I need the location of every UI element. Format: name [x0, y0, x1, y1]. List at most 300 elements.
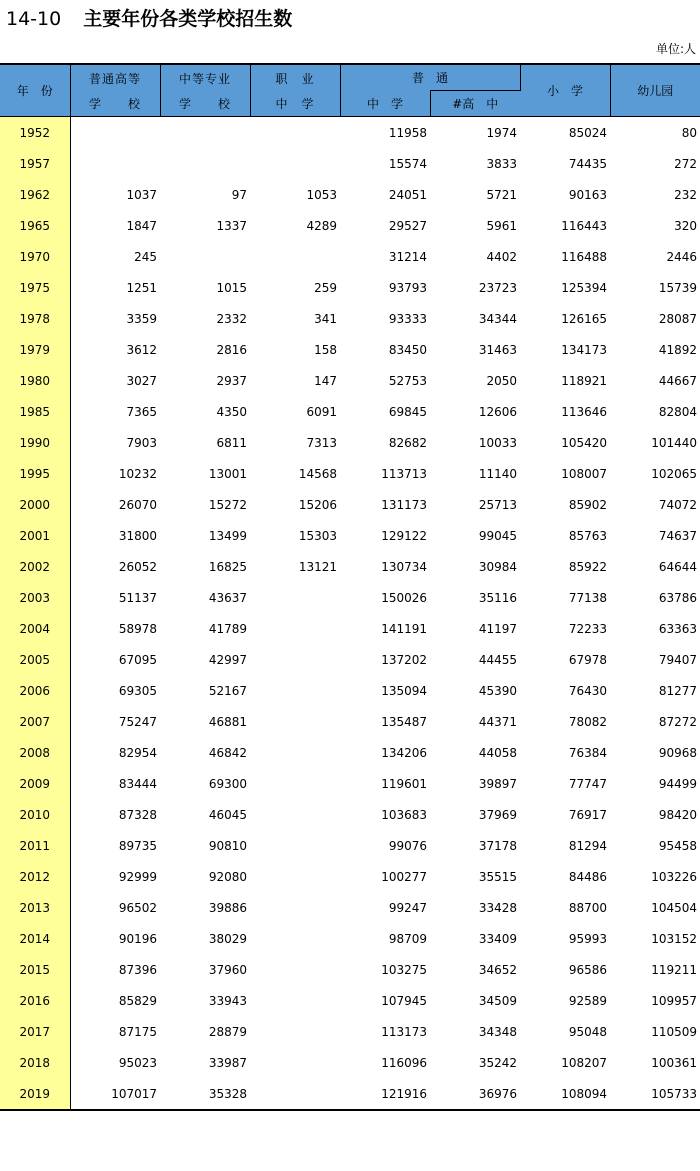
cell-secondary-specialized: 33987	[208, 1055, 247, 1070]
cell-vocational	[250, 1016, 340, 1047]
header-year: 年 份	[0, 64, 70, 117]
cell-senior-high: 34344	[478, 311, 518, 326]
table-number: 14-10	[6, 8, 62, 30]
cell-primary: 76384	[568, 745, 608, 760]
cell-kindergarten: 64644	[658, 559, 698, 574]
cell-secondary-specialized	[160, 241, 250, 272]
cell-higher-education: 87328	[118, 807, 157, 822]
cell-vocational: 7313	[306, 435, 337, 450]
cell-secondary-specialized: 37960	[208, 962, 247, 977]
cell-higher-education: 75247	[118, 714, 157, 729]
cell-kindergarten: 63786	[658, 590, 698, 605]
cell-regular-secondary: 69845	[388, 404, 427, 419]
cell-senior-high: 33409	[478, 931, 518, 946]
cell-year: 1965	[0, 210, 70, 241]
unit-label: 单位:人	[655, 42, 696, 56]
table-row	[0, 427, 700, 458]
cell-regular-secondary: 134206	[381, 745, 427, 760]
table-row	[0, 892, 700, 923]
cell-kindergarten: 87272	[658, 714, 698, 729]
cell-higher-education: 1037	[126, 187, 157, 202]
cell-senior-high: 25713	[478, 497, 518, 512]
cell-higher-education: 58978	[118, 621, 157, 636]
cell-regular-secondary: 107945	[381, 993, 427, 1008]
table-row	[0, 489, 700, 520]
header-regular-secondary-bottom: 中 学	[340, 91, 430, 117]
cell-vocational	[250, 241, 340, 272]
cell-secondary-specialized: 33943	[208, 993, 247, 1008]
cell-kindergarten: 103226	[651, 869, 698, 884]
cell-regular-secondary: 99076	[388, 838, 427, 853]
cell-senior-high: 44058	[478, 745, 518, 760]
cell-secondary-specialized: 38029	[208, 931, 247, 946]
cell-vocational	[250, 644, 340, 675]
cell-senior-high: 12606	[478, 404, 518, 419]
cell-year: 2003	[0, 582, 70, 613]
cell-secondary-specialized: 2816	[216, 342, 247, 357]
cell-secondary-specialized: 41789	[208, 621, 247, 636]
cell-primary: 95993	[568, 931, 608, 946]
table-row	[0, 954, 700, 985]
cell-higher-education: 1251	[126, 280, 157, 295]
cell-kindergarten: 63363	[658, 621, 698, 636]
cell-senior-high: 1974	[486, 125, 518, 140]
cell-kindergarten: 98420	[658, 807, 698, 822]
cell-year: 2015	[0, 954, 70, 985]
table-row	[0, 179, 700, 210]
cell-vocational: 14568	[298, 466, 337, 481]
cell-vocational	[250, 799, 340, 830]
cell-year: 2012	[0, 861, 70, 892]
cell-higher-education: 107017	[111, 1086, 157, 1101]
cell-year: 1975	[0, 272, 70, 303]
table-row	[0, 458, 700, 489]
header-vocational-top: 职 业	[275, 71, 315, 86]
table-row	[0, 148, 700, 179]
cell-senior-high: 35242	[478, 1055, 518, 1070]
cell-regular-secondary: 100277	[381, 869, 427, 884]
cell-regular-secondary: 131173	[381, 497, 427, 512]
table-row	[0, 272, 700, 303]
cell-year: 2009	[0, 768, 70, 799]
cell-primary: 116488	[561, 249, 608, 264]
cell-secondary-specialized: 15272	[208, 497, 247, 512]
table-row	[0, 1016, 700, 1047]
cell-kindergarten: 320	[674, 218, 698, 233]
cell-year: 1995	[0, 458, 70, 489]
cell-secondary-specialized: 46045	[208, 807, 247, 822]
cell-regular-secondary: 129122	[381, 528, 427, 543]
cell-regular-secondary: 93333	[388, 311, 427, 326]
table-row	[0, 985, 700, 1016]
cell-higher-education: 95023	[118, 1055, 157, 1070]
cell-kindergarten: 103152	[651, 931, 698, 946]
cell-primary: 105420	[561, 435, 608, 450]
cell-senior-high: 44371	[478, 714, 518, 729]
header-vocational-bottom: 中 学	[275, 96, 315, 111]
cell-vocational: 15206	[298, 497, 337, 512]
table-row	[0, 396, 700, 427]
cell-kindergarten: 232	[674, 187, 698, 202]
cell-year: 2005	[0, 644, 70, 675]
cell-kindergarten: 104504	[651, 900, 698, 915]
cell-primary: 108207	[561, 1055, 608, 1070]
cell-higher-education: 3612	[126, 342, 157, 357]
cell-secondary-specialized: 46881	[208, 714, 247, 729]
cell-kindergarten: 82804	[658, 404, 698, 419]
cell-year: 1952	[0, 117, 70, 149]
cell-regular-secondary: 11958	[388, 125, 427, 140]
cell-higher-education: 10232	[118, 466, 157, 481]
table-row	[0, 861, 700, 892]
cell-regular-secondary: 82682	[388, 435, 427, 450]
cell-year: 1957	[0, 148, 70, 179]
cell-vocational: 259	[314, 280, 337, 295]
cell-secondary-specialized: 69300	[208, 776, 247, 791]
cell-vocational: 147	[314, 373, 337, 388]
table-title: 主要年份各类学校招生数	[83, 8, 293, 30]
table-row	[0, 799, 700, 830]
cell-primary: 108007	[561, 466, 608, 481]
enrollment-table	[0, 63, 700, 1111]
cell-year: 2008	[0, 737, 70, 768]
cell-kindergarten: 81277	[658, 683, 698, 698]
cell-primary: 67978	[568, 652, 608, 667]
cell-vocational	[250, 613, 340, 644]
cell-higher-education	[70, 148, 160, 179]
cell-higher-education	[70, 117, 160, 149]
table-row	[0, 241, 700, 272]
cell-vocational	[250, 954, 340, 985]
cell-secondary-specialized: 1015	[216, 280, 247, 295]
cell-vocational: 1053	[306, 187, 337, 202]
cell-kindergarten: 44667	[658, 373, 698, 388]
cell-senior-high: 34652	[478, 962, 518, 977]
cell-year: 1980	[0, 365, 70, 396]
cell-primary: 116443	[561, 218, 608, 233]
cell-primary: 77747	[568, 776, 608, 791]
cell-vocational	[250, 117, 340, 149]
cell-senior-high: 5721	[486, 187, 518, 202]
cell-primary: 92589	[568, 993, 608, 1008]
table-body	[0, 117, 700, 1111]
header-vocational	[250, 64, 340, 117]
cell-vocational	[250, 1078, 340, 1110]
cell-vocational: 158	[314, 342, 337, 357]
cell-senior-high: 41197	[478, 621, 518, 636]
cell-regular-secondary: 52753	[388, 373, 427, 388]
cell-secondary-specialized: 28879	[208, 1024, 247, 1039]
cell-primary: 108094	[561, 1086, 608, 1101]
cell-secondary-specialized: 13499	[208, 528, 247, 543]
cell-regular-secondary: 141191	[381, 621, 427, 636]
cell-kindergarten: 102065	[651, 466, 698, 481]
cell-primary: 126165	[561, 311, 608, 326]
cell-vocational: 15303	[298, 528, 337, 543]
cell-senior-high: 11140	[478, 466, 518, 481]
cell-kindergarten: 80	[681, 125, 698, 140]
cell-year: 2011	[0, 830, 70, 861]
cell-secondary-specialized: 92080	[208, 869, 247, 884]
header-higher-education	[70, 64, 160, 117]
cell-regular-secondary: 116096	[381, 1055, 427, 1070]
cell-senior-high: 39897	[478, 776, 518, 791]
cell-vocational: 341	[314, 311, 337, 326]
cell-vocational: 13121	[298, 559, 337, 574]
cell-secondary-specialized: 52167	[208, 683, 247, 698]
cell-senior-high: 31463	[478, 342, 518, 357]
cell-senior-high: 35116	[478, 590, 518, 605]
cell-higher-education: 51137	[118, 590, 157, 605]
cell-regular-secondary: 103275	[381, 962, 427, 977]
cell-primary: 76917	[568, 807, 608, 822]
table-row	[0, 582, 700, 613]
table-row	[0, 923, 700, 954]
cell-primary: 134173	[561, 342, 608, 357]
cell-vocational: 6091	[306, 404, 337, 419]
cell-kindergarten: 41892	[658, 342, 698, 357]
cell-senior-high: 33428	[478, 900, 518, 915]
cell-regular-secondary: 135094	[381, 683, 427, 698]
cell-higher-education: 87175	[118, 1024, 157, 1039]
table-row	[0, 706, 700, 737]
cell-primary: 125394	[561, 280, 608, 295]
cell-kindergarten: 101440	[651, 435, 698, 450]
cell-secondary-specialized: 6811	[216, 435, 247, 450]
cell-year: 2004	[0, 613, 70, 644]
cell-higher-education: 83444	[118, 776, 157, 791]
cell-vocational	[250, 892, 340, 923]
table-row	[0, 210, 700, 241]
cell-primary: 74435	[568, 156, 608, 171]
cell-higher-education: 3027	[126, 373, 157, 388]
cell-year: 1979	[0, 334, 70, 365]
cell-senior-high: 23723	[478, 280, 518, 295]
cell-higher-education: 31800	[118, 528, 157, 543]
cell-senior-high: 4402	[486, 249, 518, 264]
cell-primary: 88700	[568, 900, 608, 915]
cell-kindergarten: 79407	[658, 652, 698, 667]
cell-kindergarten: 109957	[651, 993, 698, 1008]
cell-year: 1990	[0, 427, 70, 458]
table-row	[0, 334, 700, 365]
cell-primary: 81294	[568, 838, 608, 853]
cell-kindergarten: 110509	[651, 1024, 698, 1039]
cell-secondary-specialized: 42997	[208, 652, 247, 667]
table-row	[0, 551, 700, 582]
cell-primary: 95048	[568, 1024, 608, 1039]
cell-senior-high: 37178	[478, 838, 518, 853]
cell-regular-secondary: 135487	[381, 714, 427, 729]
cell-kindergarten: 95458	[658, 838, 698, 853]
cell-year: 2014	[0, 923, 70, 954]
cell-regular-secondary: 93793	[388, 280, 427, 295]
cell-higher-education: 7365	[126, 404, 157, 419]
cell-regular-secondary: 150026	[381, 590, 427, 605]
cell-regular-secondary: 121916	[381, 1086, 427, 1101]
cell-year: 2000	[0, 489, 70, 520]
table-row	[0, 613, 700, 644]
cell-secondary-specialized: 43637	[208, 590, 247, 605]
cell-higher-education: 90196	[118, 931, 157, 946]
table-row	[0, 1078, 700, 1110]
cell-year: 2002	[0, 551, 70, 582]
cell-vocational	[250, 830, 340, 861]
cell-vocational	[250, 923, 340, 954]
cell-vocational	[250, 737, 340, 768]
table-row	[0, 675, 700, 706]
cell-primary: 78082	[568, 714, 608, 729]
cell-regular-secondary: 98709	[388, 931, 427, 946]
table-row	[0, 365, 700, 396]
cell-secondary-specialized: 39886	[208, 900, 247, 915]
cell-higher-education: 7903	[126, 435, 157, 450]
cell-kindergarten: 15739	[658, 280, 698, 295]
cell-regular-secondary: 113173	[381, 1024, 427, 1039]
cell-higher-education: 1847	[126, 218, 157, 233]
cell-secondary-specialized: 46842	[208, 745, 247, 760]
cell-senior-high: 34509	[478, 993, 518, 1008]
cell-secondary-specialized: 16825	[208, 559, 247, 574]
cell-higher-education: 67095	[118, 652, 157, 667]
cell-primary: 85763	[568, 528, 608, 543]
cell-vocational	[250, 148, 340, 179]
cell-senior-high: 45390	[478, 683, 518, 698]
cell-primary: 72233	[568, 621, 608, 636]
header-higher-education-bottom: 学 校	[88, 96, 141, 111]
cell-primary: 84486	[568, 869, 608, 884]
cell-primary: 113646	[561, 404, 608, 419]
cell-kindergarten: 272	[674, 156, 698, 171]
cell-regular-secondary: 103683	[381, 807, 427, 822]
table-header	[0, 64, 700, 117]
cell-higher-education: 245	[134, 249, 157, 264]
cell-kindergarten: 100361	[651, 1055, 698, 1070]
cell-secondary-specialized: 2937	[216, 373, 247, 388]
cell-regular-secondary: 113713	[381, 466, 427, 481]
cell-secondary-specialized: 35328	[208, 1086, 247, 1101]
cell-regular-secondary: 99247	[388, 900, 427, 915]
cell-higher-education: 92999	[118, 869, 157, 884]
cell-year: 2013	[0, 892, 70, 923]
table-row	[0, 1047, 700, 1078]
table-row	[0, 117, 700, 149]
cell-kindergarten: 74637	[658, 528, 698, 543]
cell-vocational	[250, 706, 340, 737]
cell-year: 2018	[0, 1047, 70, 1078]
cell-senior-high: 34348	[478, 1024, 518, 1039]
cell-secondary-specialized	[160, 148, 250, 179]
cell-secondary-specialized: 1337	[216, 218, 247, 233]
cell-higher-education: 82954	[118, 745, 157, 760]
cell-regular-secondary: 24051	[388, 187, 427, 202]
cell-secondary-specialized: 13001	[208, 466, 247, 481]
cell-kindergarten: 74072	[658, 497, 698, 512]
cell-primary: 85902	[568, 497, 608, 512]
cell-vocational	[250, 768, 340, 799]
cell-year: 2019	[0, 1078, 70, 1110]
cell-senior-high: 44455	[478, 652, 518, 667]
table-row	[0, 830, 700, 861]
cell-higher-education: 96502	[118, 900, 157, 915]
cell-vocational	[250, 861, 340, 892]
cell-senior-high: 99045	[478, 528, 518, 543]
cell-year: 2001	[0, 520, 70, 551]
cell-primary: 118921	[561, 373, 608, 388]
cell-year: 2007	[0, 706, 70, 737]
cell-senior-high: 10033	[478, 435, 518, 450]
cell-primary: 96586	[568, 962, 608, 977]
header-secondary-specialized-bottom: 学 校	[178, 96, 231, 111]
cell-higher-education: 69305	[118, 683, 157, 698]
header-secondary-specialized	[160, 64, 250, 117]
cell-vocational	[250, 675, 340, 706]
cell-regular-secondary: 119601	[381, 776, 427, 791]
header-regular-secondary-top: 普 通	[340, 64, 520, 91]
cell-senior-high: 5961	[486, 218, 518, 233]
cell-secondary-specialized: 4350	[216, 404, 247, 419]
cell-kindergarten: 119211	[651, 962, 698, 977]
cell-vocational	[250, 582, 340, 613]
cell-kindergarten: 28087	[658, 311, 698, 326]
cell-higher-education: 89735	[118, 838, 157, 853]
cell-kindergarten: 105733	[651, 1086, 698, 1101]
page-title	[6, 6, 292, 32]
cell-regular-secondary: 83450	[388, 342, 427, 357]
cell-primary: 85922	[568, 559, 608, 574]
cell-secondary-specialized: 97	[231, 187, 247, 202]
header-senior-high: #高 中	[430, 91, 520, 117]
cell-regular-secondary: 137202	[381, 652, 427, 667]
header-secondary-specialized-top: 中等专业	[178, 71, 231, 86]
cell-year: 1970	[0, 241, 70, 272]
cell-year: 2017	[0, 1016, 70, 1047]
cell-kindergarten: 94499	[658, 776, 698, 791]
cell-year: 1962	[0, 179, 70, 210]
cell-senior-high: 30984	[478, 559, 518, 574]
cell-senior-high: 35515	[478, 869, 518, 884]
cell-year: 2006	[0, 675, 70, 706]
table-row	[0, 768, 700, 799]
cell-primary: 90163	[568, 187, 608, 202]
cell-year: 1978	[0, 303, 70, 334]
cell-primary: 85024	[568, 125, 608, 140]
header-kindergarten: 幼儿园	[610, 64, 700, 117]
cell-senior-high: 37969	[478, 807, 518, 822]
cell-regular-secondary: 130734	[381, 559, 427, 574]
cell-year: 1985	[0, 396, 70, 427]
table-row	[0, 644, 700, 675]
table-row	[0, 303, 700, 334]
cell-primary: 77138	[568, 590, 608, 605]
cell-senior-high: 3833	[486, 156, 518, 171]
cell-kindergarten: 90968	[658, 745, 698, 760]
cell-senior-high: 2050	[486, 373, 518, 388]
table-row	[0, 737, 700, 768]
cell-secondary-specialized: 2332	[216, 311, 247, 326]
cell-secondary-specialized	[160, 117, 250, 149]
cell-higher-education: 85829	[118, 993, 157, 1008]
cell-primary: 76430	[568, 683, 608, 698]
cell-regular-secondary: 29527	[388, 218, 427, 233]
table-row	[0, 520, 700, 551]
cell-higher-education: 26052	[118, 559, 157, 574]
cell-vocational	[250, 1047, 340, 1078]
header-primary: 小 学	[520, 64, 610, 117]
cell-regular-secondary: 15574	[388, 156, 427, 171]
cell-year: 2016	[0, 985, 70, 1016]
cell-secondary-specialized: 90810	[208, 838, 247, 853]
